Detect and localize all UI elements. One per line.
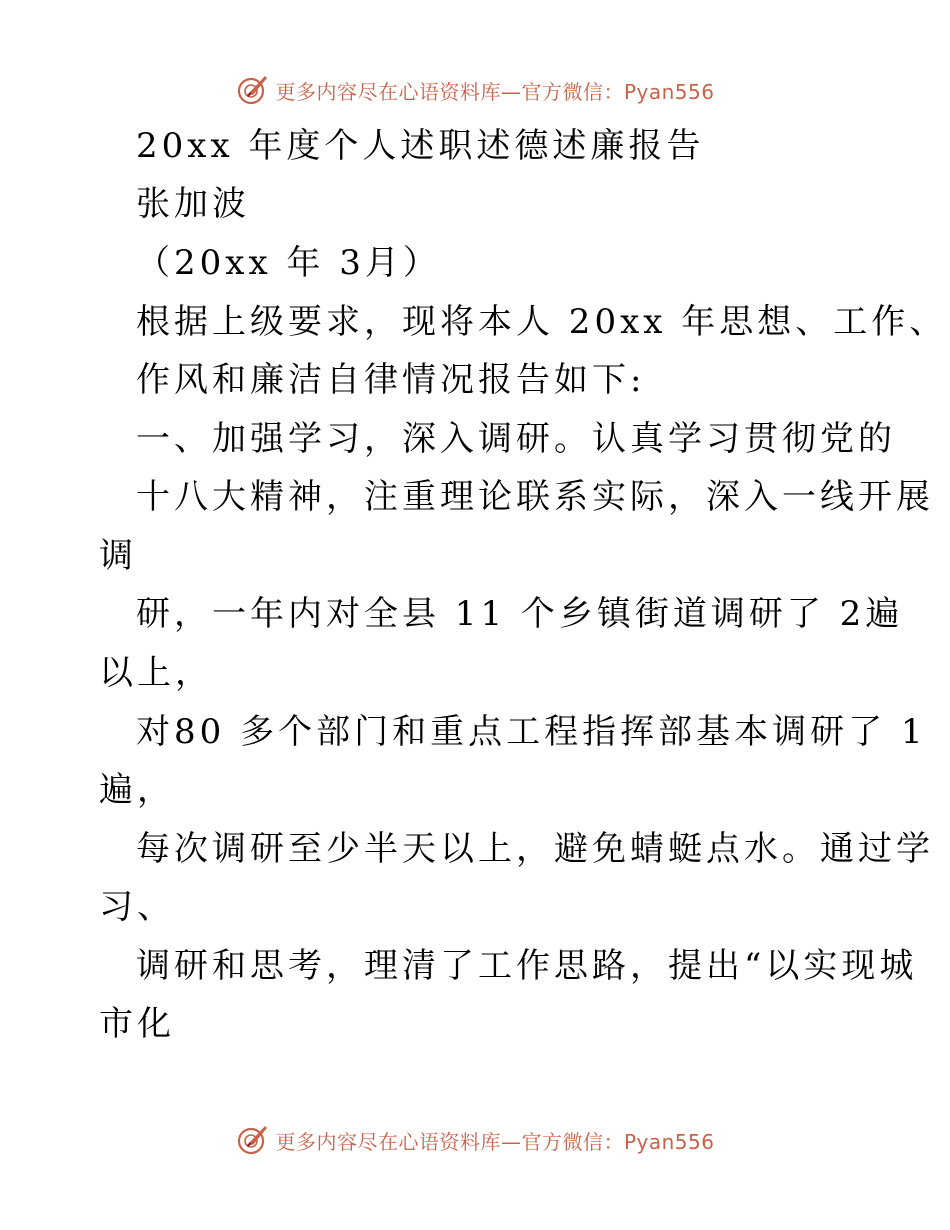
paragraph-line: 研，一年内对全县 11 个乡镇街道调研了 2遍	[136, 594, 904, 634]
footer-watermark	[0, 1120, 950, 1160]
paragraph-line: 遍，	[99, 770, 175, 810]
watermark-text: 更多内容尽在心语资料库—官方微信：Pyan556	[275, 79, 715, 104]
quill-pen-circle-icon	[235, 73, 269, 107]
paragraph-line: 作风和廉洁自律情况报告如下:	[136, 360, 646, 400]
paragraph-line: 调	[99, 536, 137, 576]
header-watermark	[0, 70, 950, 110]
quill-pen-circle-icon	[235, 1123, 269, 1157]
paragraph-line: 调研和思考，理清了工作思路，提出“以实现城	[136, 946, 918, 986]
paragraph-line: 十八大精神，注重理论联系实际，深入一线开展	[136, 477, 934, 517]
document-title: 20xx 年度个人述职述德述廉报告	[136, 126, 705, 166]
paragraph-line: 以上，	[99, 653, 213, 693]
author-name: 张加波	[136, 184, 250, 224]
watermark-text: 更多内容尽在心语资料库—官方微信：Pyan556	[275, 1129, 715, 1154]
document-date: （20xx 年 3月）	[136, 243, 441, 283]
paragraph-line: 每次调研至少半天以上，避免蜻蜓点水。通过学	[136, 829, 934, 869]
paragraph-line: 对80 多个部门和重点工程指挥部基本调研了 1	[136, 712, 927, 752]
paragraph-line: 根据上级要求，现将本人 20xx 年思想、工作、	[136, 302, 948, 342]
section-heading-line: 一、加强学习，深入调研。认真学习贯彻党的	[136, 419, 896, 459]
paragraph-line: 习、	[99, 887, 175, 927]
paragraph-line: 市化	[99, 1004, 175, 1044]
